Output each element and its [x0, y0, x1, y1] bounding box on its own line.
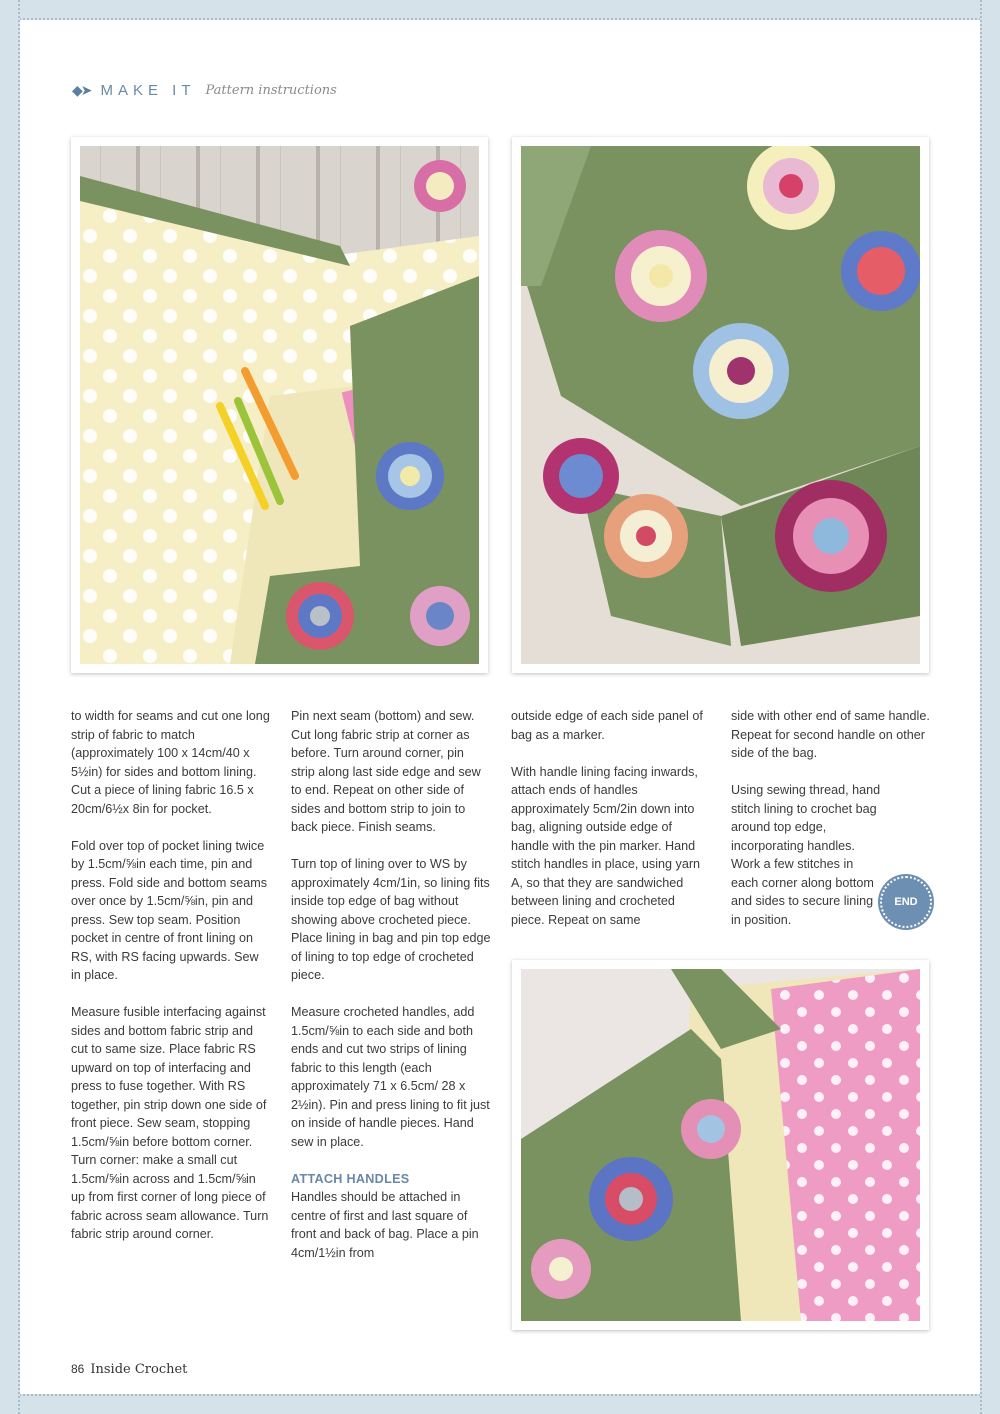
paragraph: Measure fusible interfacing against sides and bottom fabric strip and cut to same size. Place fabric RS upward on top of interfacing and press to fuse together. With RS together, pin strip down one side of front piece. Sew seam, stopping 1.5cm/⅝in before bottom corner. Turn corner: make a small cut 1.5cm/⅝in across and 1.5cm/⅝in up from first corner of long piece of fabric across seam allowance. Turn fabric strip around corner. — [71, 1005, 269, 1241]
paragraph: outside edge of each side panel of bag as a marker. — [511, 709, 703, 742]
paragraph: Handles should be attached in centre of first and last square of front and back of bag. Place a pin 4cm/1½in from — [291, 1190, 479, 1260]
photo-bag-inside — [512, 960, 929, 1330]
end-badge: END — [880, 876, 932, 928]
paragraph: side with other end of same handle. Repeat for second handle on other side of the bag. — [731, 709, 930, 760]
page-border-left — [0, 0, 20, 1414]
photo-bag-inside-image — [521, 969, 920, 1321]
paragraph: Fold over top of pocket lining twice by 1.5cm/⅝in each time, pin and press. Fold side and bottom seams over once by 1.5cm/⅝in, pin and press. Sew top seam. Position pocket in centre of front lining on RS, with RS facing upwards. Sew in place. — [71, 838, 267, 982]
section-heading: ATTACH HANDLES — [291, 1171, 410, 1186]
double-arrow-icon: ◆➤ — [72, 81, 91, 98]
page-footer — [71, 1362, 187, 1377]
photo-bag-lining-image — [80, 146, 479, 664]
photo-bag-corner-image — [521, 146, 920, 664]
paragraph: to width for seams and cut one long strip of fabric to match (approximately 100 x 14cm/40 x 5½in) for sides and bottom lining. Cut a piece of lining fabric 16.5 x 20cm/6½x 8in for pocket. — [71, 709, 270, 816]
text-column-1 — [71, 707, 271, 1262]
paragraph: Pin next seam (bottom) and sew. Cut long fabric strip at corner as before. Turn around corner, pin strip along last side edge and sew to end. Repeat on other side of sides and bottom strip to join to back piece. Finish seams. — [291, 709, 481, 834]
photo-bag-corner — [512, 137, 929, 673]
paragraph: Using sewing thread, hand stitch lining to crochet bag around top edge, incorporating handles. Work a few stitches in each corner along bottom and sides to secure lining in position. — [731, 783, 881, 927]
page-border-right — [980, 0, 1000, 1414]
page-border-top — [0, 0, 1000, 20]
paragraph: Turn top of lining over to WS by approximately 4cm/1in, so lining fits inside top edge of bag without showing above crocheted piece. Place lining in bag and pin top edge of lining to top edge of crocheted piece. — [291, 857, 491, 982]
text-column-2 — [291, 707, 491, 1281]
photo-bag-lining — [71, 137, 488, 673]
section-title: MAKE IT — [100, 81, 196, 99]
page-number: 86 — [71, 1362, 85, 1376]
paragraph: With handle lining facing inwards, attach ends of handles approximately 5cm/2in down into bag, aligning outside edge of handle with the pin marker. Hand stitch handles in place, using yarn A, so that they are sandwiched between lining and crocheted piece. Repeat on same — [511, 764, 701, 927]
section-subtitle: Pattern instructions — [205, 82, 337, 98]
section-header — [72, 80, 337, 100]
magazine-name: Inside Crochet — [90, 1362, 188, 1377]
paragraph: Measure crocheted handles, add 1.5cm/⅝in to each side and both ends and cut two strips of lining fabric to this length (each approximately 71 x 6.5cm/ 28 x 2½in). Pin and press lining to fit just on inside of handle pieces. Hand sew in place. — [291, 1005, 490, 1149]
page-border-bottom — [0, 1394, 1000, 1414]
text-column-3 — [511, 707, 711, 948]
